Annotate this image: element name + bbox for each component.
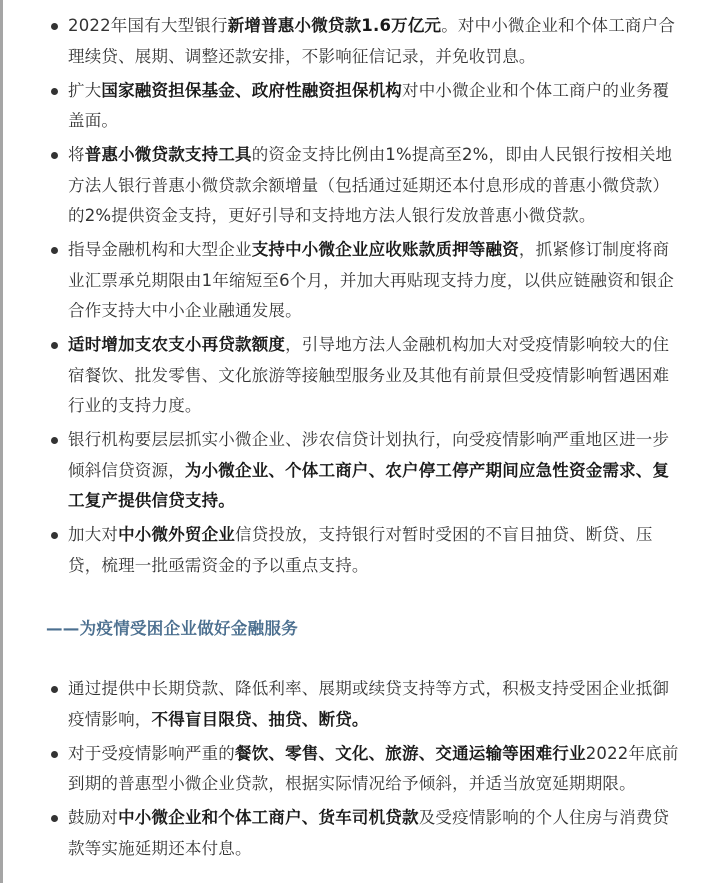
bold-text: 新增普惠小微贷款1.6万亿元 <box>227 16 442 35</box>
bullet-icon <box>51 88 58 95</box>
text-run: 指导金融机构和大型企业 <box>68 240 252 259</box>
list-item <box>0 11 720 72</box>
list-item <box>0 520 720 581</box>
text-run: 加大对 <box>68 525 119 544</box>
text-run: 通过提供中长期贷款、降低利率、展期或续贷支持等方式，积极支持受困企业抵御疫情影响， <box>68 679 670 729</box>
policy-list-1 <box>0 11 720 585</box>
bullet-icon <box>51 23 58 30</box>
bold-text: 不得盲目限贷、抽贷、断贷。 <box>151 709 369 729</box>
list-item <box>0 803 720 864</box>
bullet-icon <box>51 532 58 539</box>
text-run: 信贷投放，支持银行对暂时受困的不盲目抽贷、断贷、压贷，梳理一批亟需资金的予以重点支持。 <box>68 525 653 575</box>
list-item <box>0 425 720 517</box>
list-item <box>0 674 720 735</box>
text-run: 的资金支持比例由1%提高至2%，即由人民银行按相关地方法人银行普惠小微贷款余额增量（包括通过延期还本付息形成的普惠小微贷款）的2%提供资金支持，更好引导和支持地方法人银行发放普惠小微贷款。 <box>68 145 673 225</box>
bullet-icon <box>51 152 58 159</box>
text-run: 鼓励对 <box>68 808 119 827</box>
bold-text: 普惠小微贷款支持工具 <box>84 145 252 164</box>
text-run: ，引导地方法人金融机构加大对受疫情影响较大的住宿餐饮、批发零售、文化旅游等接触型服务业及其他有前景但受疫情影响暂遇困难行业的支持力度。 <box>68 335 670 415</box>
bold-text: 支持中小微企业应收账款质押等融资 <box>251 240 519 259</box>
text-run: 。对中小微企业和个体工商户合理续贷、展期、调整还款安排，不影响征信记录，并免收罚息。 <box>68 16 676 66</box>
list-item <box>0 739 720 800</box>
bold-text: 适时增加支农支小再贷款额度 <box>68 335 286 354</box>
text-run: 及受疫情影响的个人住房与消费贷款等实施延期还本付息。 <box>68 808 670 858</box>
bullet-icon <box>51 815 58 822</box>
bold-text: 中小微企业和个体工商户、货车司机贷款 <box>118 808 419 827</box>
policy-list-2 <box>0 674 720 868</box>
text-run: 对中小微企业和个体工商户的业务覆盖面。 <box>68 80 670 130</box>
bold-text: 餐饮、零售、文化、旅游、交通运输等困难行业 <box>235 743 586 763</box>
text-run: 2022年国有大型银行 <box>68 16 228 35</box>
bullet-icon <box>51 247 58 254</box>
bold-text: 国家融资担保基金、政府性融资担保机构 <box>101 80 403 100</box>
text-run: 银行机构要层层抓实小微企业、涉农信贷计划执行，向受疫情影响严重地区进一步倾斜信贷资源， <box>68 430 670 480</box>
bullet-icon <box>51 686 58 693</box>
list-item <box>0 76 720 137</box>
bullet-icon <box>51 342 58 349</box>
bold-text: 中小微外贸企业 <box>118 525 236 544</box>
text-run: 将 <box>68 145 85 164</box>
text-run: 2022年底前到期的普惠型小微企业贷款，根据实际情况给予倾斜，并适当放宽延期期限。 <box>68 743 679 793</box>
list-item <box>0 235 720 327</box>
bold-text: 为小微企业、个体工商户、农户停工停产期间应急性资金需求、复工复产提供信贷支持。 <box>68 460 670 510</box>
list-item <box>0 140 720 232</box>
bullet-icon <box>51 751 58 758</box>
text-run: 扩大 <box>68 80 102 100</box>
list-item <box>0 330 720 422</box>
text-run: ，抓紧修订制度将商业汇票承兑期限由1年缩短至6个月，并加大再贴现支持力度，以供应链融资和银企合作支持大中小企业融通发展。 <box>68 240 674 320</box>
bullet-icon <box>51 437 58 444</box>
section-heading: ——为疫情受困企业做好金融服务 <box>46 619 298 638</box>
text-run: 对于受疫情影响严重的 <box>68 743 235 763</box>
